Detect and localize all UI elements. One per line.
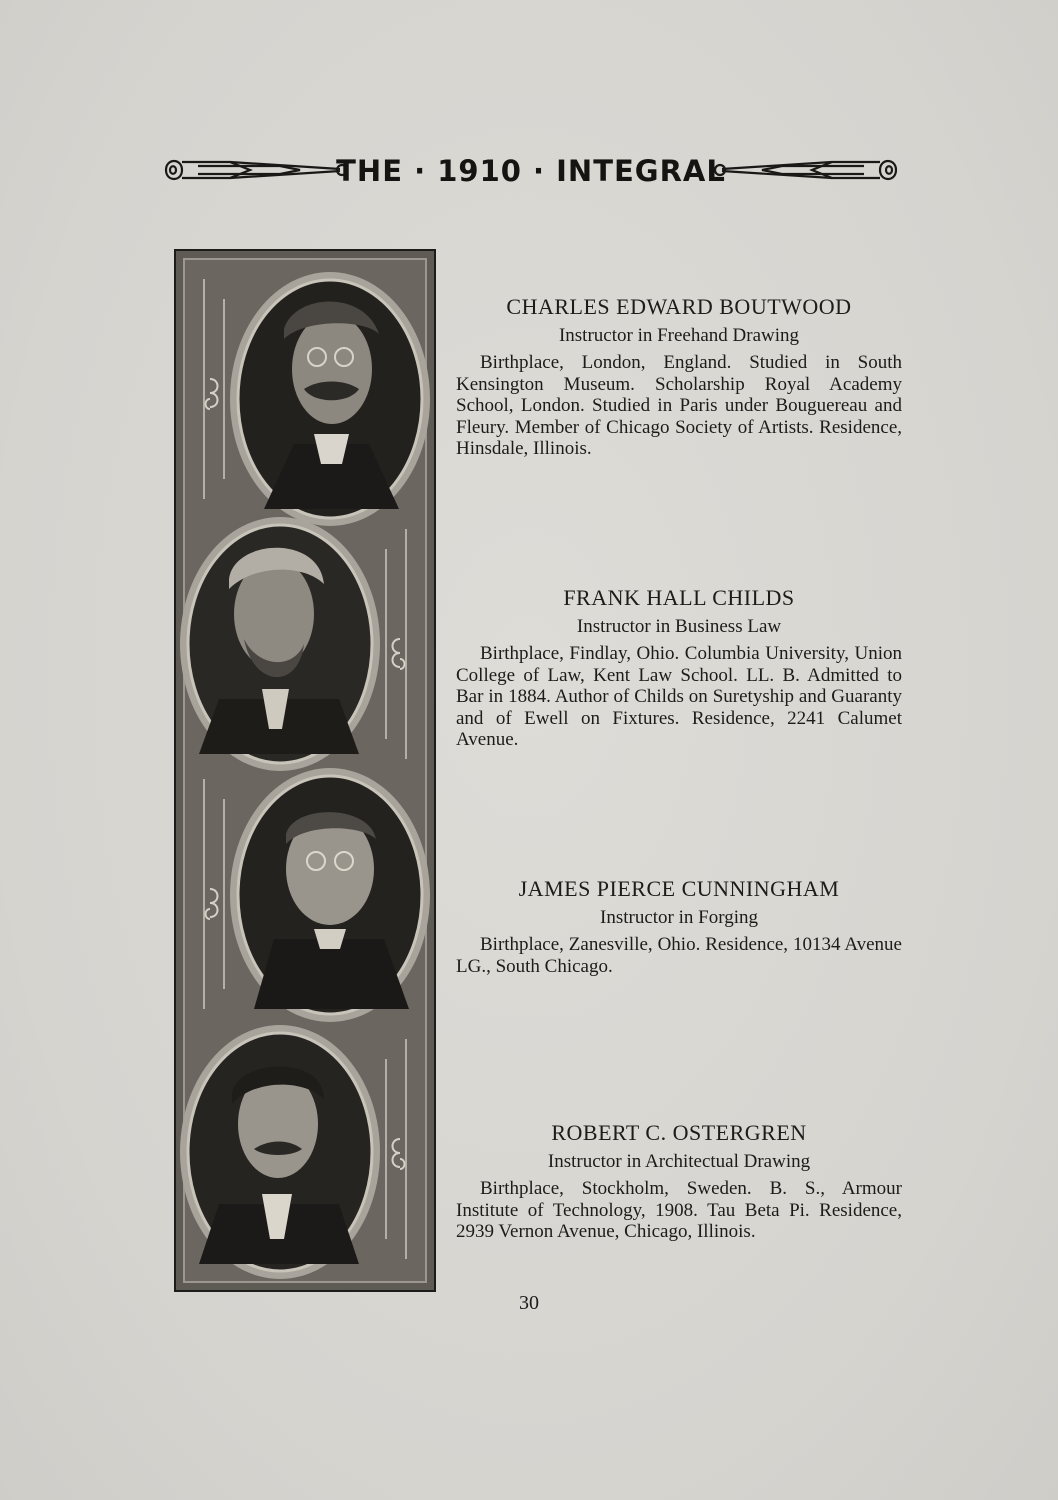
portrait-childs <box>180 517 380 771</box>
person-role: Instructor in Freehand Drawing <box>558 325 800 346</box>
bio-entry <box>456 294 902 460</box>
portrait-cunningham <box>230 768 430 1022</box>
person-role: Instructor in Architectual Drawing <box>547 1151 811 1172</box>
person-bio: Birthplace, Zanesville, Ohio. Residence, 10134 Avenue LG., South Chicago. <box>456 934 902 977</box>
portrait-panel <box>174 249 436 1292</box>
portrait-boutwood <box>230 272 430 526</box>
scroll-ornament-right-icon <box>712 148 902 192</box>
page-header <box>160 148 902 198</box>
page-number: 30 <box>519 1292 539 1314</box>
person-bio: Birthplace, Findlay, Ohio. Columbia University, Union College of Law, Kent Law School. LL. B. Admitted to Bar in 1884. Author of Childs on Suretyship and Guaranty and of Ewell on Fixtures. Residence, 2241 Calumet Avenue. <box>456 643 902 750</box>
person-name: JAMES PIERCE CUNNINGHAM <box>518 876 840 901</box>
person-name: CHARLES EDWARD BOUTWOOD <box>506 294 852 319</box>
bio-entry <box>456 876 902 977</box>
bio-entry <box>456 585 902 751</box>
person-bio: Birthplace, Stockholm, Sweden. B. S., Armour Institute of Technology, 1908. Tau Beta Pi. Residence, 2939 Vernon Avenue, Chicago, Illinois. <box>456 1178 902 1242</box>
person-role: Instructor in Business Law <box>576 616 782 637</box>
person-name: FRANK HALL CHILDS <box>563 585 795 610</box>
person-name: ROBERT C. OSTERGREN <box>551 1120 807 1145</box>
person-bio: Birthplace, London, England. Studied in South Kensington Museum. Scholarship Royal Academy School, London. Studied in Paris under Bouguereau and Fleury. Member of Chicago Society of Artists. Residence, Hinsdale, Illinois. <box>456 352 902 459</box>
header-title: THE · 1910 · INTEGRAL <box>336 154 726 188</box>
portrait-ostergren <box>180 1025 380 1279</box>
bio-entry <box>456 1120 902 1243</box>
person-role: Instructor in Forging <box>600 907 758 928</box>
